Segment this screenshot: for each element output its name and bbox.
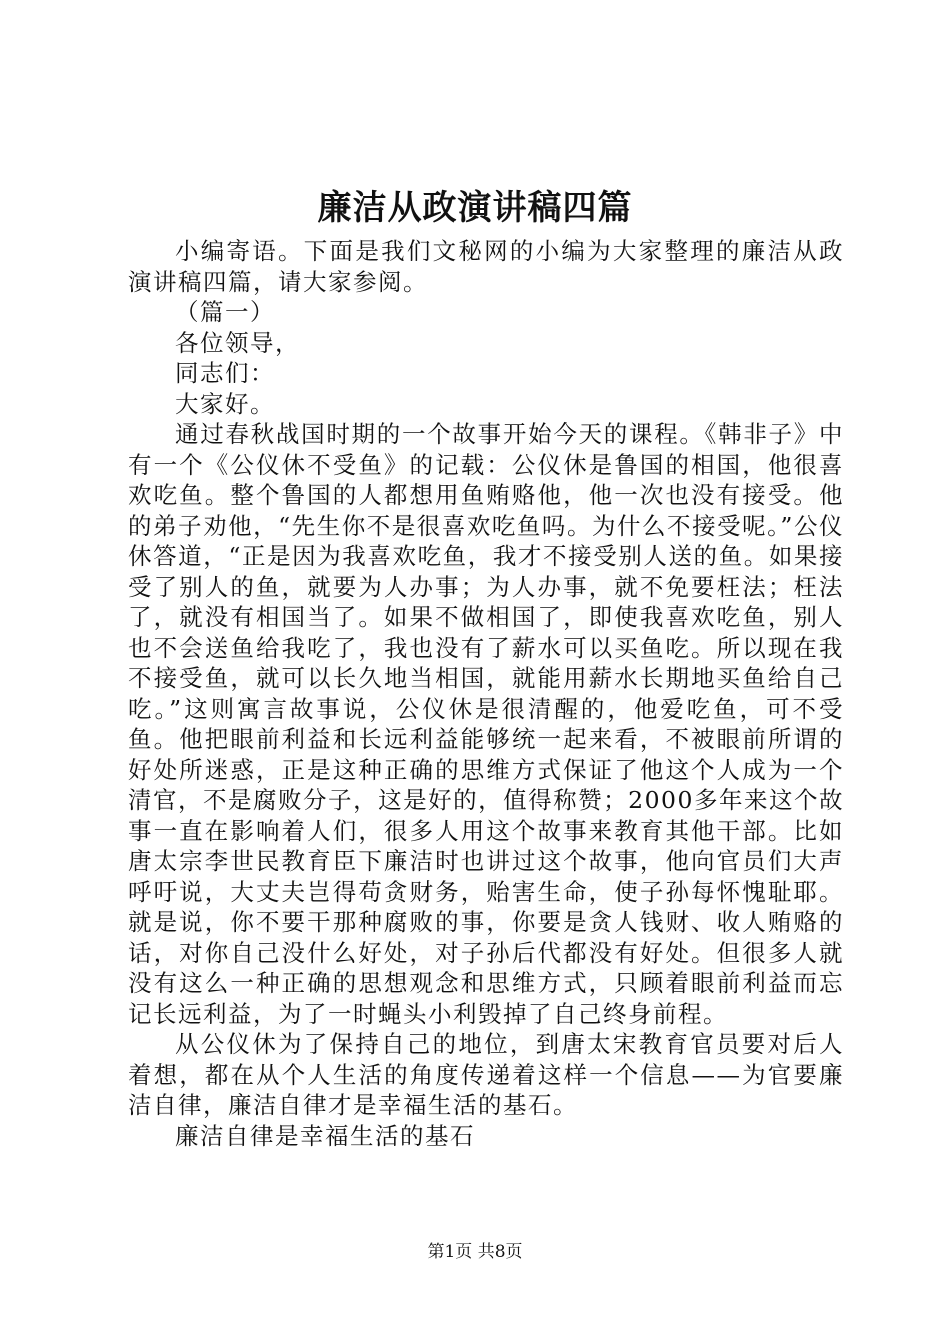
paragraph-story: 通过春秋战国时期的一个故事开始今天的课程。《韩非子》中有一个《公仪休不受鱼》的记载：公仪休是鲁国的相国，他很喜欢吃鱼。整个鲁国的人都想用鱼贿赂他，他一次也没有接受。他的弟子劝他，“先生你不是很喜欢吃鱼吗。为什么不接受呢。”公仪休答道，“正是因为我喜欢吃鱼，我才不接受别人送的鱼。如果接受了别人的鱼，就要为人办事；为人办事，就不免要枉法；枉法了，就没有相国当了。如果不做相国了，即使我喜欢吃鱼，别人也不会送鱼给我吃了，我也没有了薪水可以买鱼吃。所以现在我不接受鱼，就可以长久地当相国，就能用薪水长期地买鱼给自己吃。”这则寓言故事说，公仪休是很清醒的，他爱吃鱼，可不受鱼。他把眼前利益和长远利益能够统一起来看，不被眼前所谓的好处所迷惑，正是这种正确的思维方式保证了他这个人成为一个清官，不是腐败分子，这是好的，值得称赞；2000多年来这个故事一直在影响着人们，很多人用这个故事来教育其他干部。比如唐太宗李世民教育臣下廉洁时也讲过这个故事，他向官员们大声呼吁说，大丈夫岂得苟贪财务，贻害生命，使子孙每怀愧耻耶。就是说，你不要干那种腐败的事，你要是贪人钱财、收人贿赂的话，对你自己没什么好处，对子孙后代都没有好处。但很多人就没有这么一种正确的思想观念和思维方式，只顾着眼前利益而忘记长远利益，为了一时蝇头小利毁掉了自己终身前程。: [128, 420, 844, 1028]
page-footer: 第1页 共8页: [427, 1242, 523, 1262]
paragraph-salutation-comrades: 同志们：: [175, 359, 275, 387]
paragraph-subheading: 廉洁自律是幸福生活的基石: [175, 1121, 475, 1150]
paragraph-greeting: 大家好。: [175, 389, 275, 418]
paragraph-intro: 小编寄语。下面是我们文秘网的小编为大家整理的廉洁从政演讲稿四篇，请大家参阅。: [128, 237, 844, 296]
document-body: [128, 236, 844, 1151]
paragraph-conclusion: 从公仪休为了保持自己的地位，到唐太宋教育官员要对后人着想，都在从个人生活的角度传递着这样一个信息——为官要廉洁自律，廉洁自律才是幸福生活的基石。: [128, 1030, 844, 1119]
paragraph-section-heading: （篇一）: [175, 298, 275, 326]
paragraph-salutation-leaders: 各位领导，: [175, 328, 300, 357]
document-title: 廉洁从政演讲稿四篇: [317, 188, 633, 228]
